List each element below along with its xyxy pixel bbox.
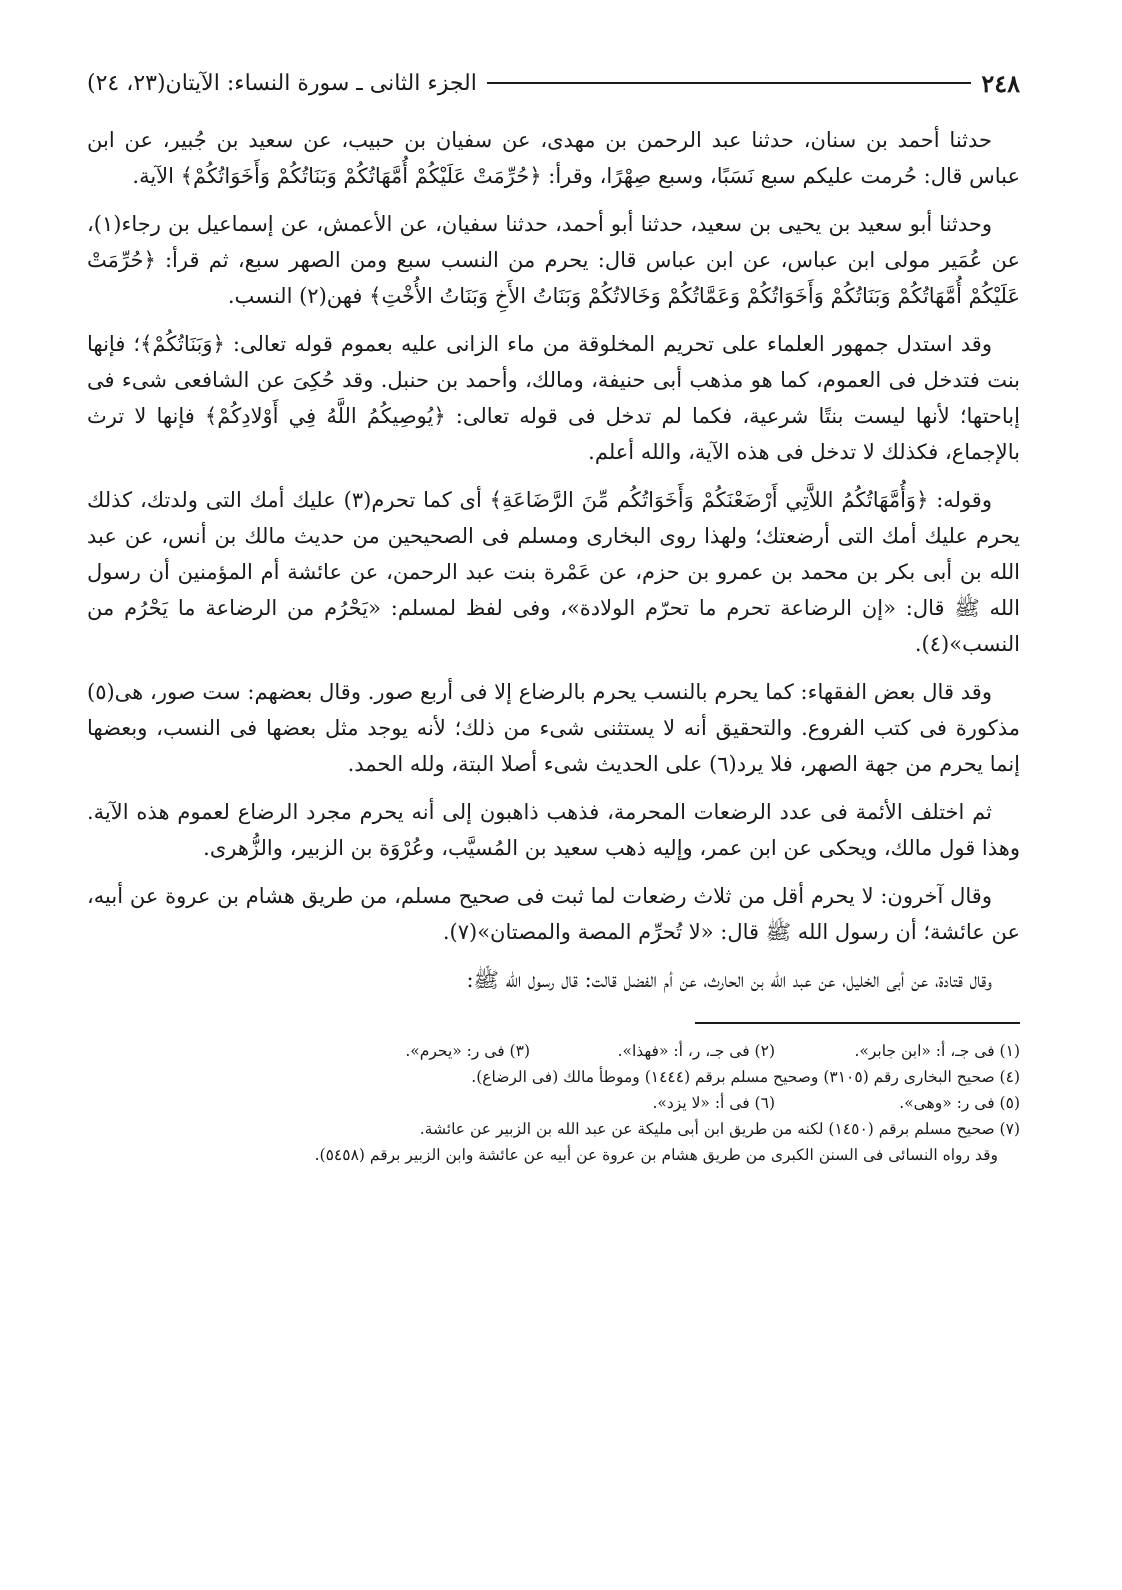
paragraph: ثم اختلف الأئمة فى عدد الرضعات المحرمة، فذهب ذاهبون إلى أنه يحرم مجرد الرضاع لعموم هذه الآية. وهذا قول مالك، ويحكى عن ابن عمر، وإليه ذهب سعيد بن المُسيَّب، وعُرْوَة بن الزبير، والزُّهرى.	[87, 800, 1020, 860]
footnote-1: (١) فى جـ، أ: «ابن جابر».	[854, 1042, 1020, 1060]
page-number: ٢٤٨	[981, 68, 1020, 98]
footnote-5: (٥) فى ر: «وهى».	[899, 1094, 1020, 1112]
footnote-row	[87, 1038, 1020, 1064]
paragraph: وقال قتادة، عن أبى الخليل، عن عبد الله بن الحارث، عن أم الفضل قالت: قال رسول الله ﷺ:	[466, 968, 992, 992]
paragraph: وقد استدل جمهور العلماء على تحريم المخلوقة من ماء الزانى عليه بعموم قوله تعالى: ﴿وَبَنَاتُكُمْ﴾؛ فإنها بنت فتدخل فى العموم، كما هو مذهب أبى حنيفة، ومالك، وأحمد بن حنبل. وقد حُكِىَ عن الشافعى شىء فى إباحتها؛ لأنها ليست بنتًا شرعية، فكما لم تدخل فى قوله تعالى: ﴿يُوصِيكُمُ اللَّهُ فِي أَوْلادِكُمْ﴾ فإنها لا ترث بالإجماع، فكذلك لا تدخل فى هذه الآية، والله أعلم.	[87, 332, 1020, 464]
paragraph: وقوله: ﴿وَأُمَّهَاتُكُمُ اللاَّتِي أَرْضَعْنَكُمْ وَأَخَوَاتُكُم مِّنَ الرَّضَاعَةِ﴾ أى كما تحرم(٣) عليك أمك التى ولدتك، كذلك يحرم عليك أمك التى أرضعتك؛ ولهذا روى البخارى ومسلم فى الصحيحين من حديث مالك بن أنس، عن عبد الله بن أبى بكر بن محمد بن عمرو بن حزم، عن عَمْرة بنت عبد الرحمن، عن عائشة أم المؤمنين أن رسول الله ﷺ قال: «إن الرضاعة تحرم ما تحرّم الولادة»، وفى لفظ لمسلم: «يَحْرُم من الرضاعة ما يَحْرُم من النسب»(٤).	[87, 488, 1020, 656]
paragraph: وقال آخرون: لا يحرم أقل من ثلاث رضعات لما ثبت فى صحيح مسلم، من طريق هشام بن عروة عن أبيه، عن عائشة؛ أن رسول الله ﷺ قال: «لا تُحرِّم المصة والمصتان»(٧).	[87, 884, 1020, 944]
paragraph: وحدثنا أبو سعيد بن يحيى بن سعيد، حدثنا أبو أحمد، حدثنا سفيان، عن الأعمش، عن إسماعيل بن رجاء(١)، عن عُمَير مولى ابن عباس، عن ابن عباس قال: يحرم من النسب سبع ومن الصهر سبع، ثم قرأ: ﴿حُرِّمَتْ عَلَيْكُمْ أُمَّهَاتُكُمْ وَبَنَاتُكُمْ وَأَخَوَاتُكُمْ وَعَمَّاتُكُمْ وَخَالاتُكُمْ وَبَنَاتُ الأَخِ وَبَنَاتُ الأُخْتِ﴾ فهن(٢) النسب.	[87, 212, 1020, 308]
running-title: الجزء الثانى ـ سورة النساء: الآيتان(٢٣، ٢٤)	[87, 70, 477, 96]
footnote-6: (٦) فى أ: «لا يزد».	[652, 1094, 775, 1112]
footnote-rule	[695, 1022, 1020, 1024]
footnote-3: (٣) فى ر: «يحرم».	[405, 1042, 530, 1060]
footnote-7: (٧) صحيح مسلم برقم (١٤٥٠) لكنه من طريق ابن أبى مليكة عن عبد الله بن الزبير عن عائشة.	[419, 1120, 1020, 1138]
main-text	[87, 122, 1020, 998]
paragraph: حدثنا أحمد بن سنان، حدثنا عبد الرحمن بن مهدى، عن سفيان بن حبيب، عن سعيد بن جُبير، عن ابن عباس قال: حُرمت عليكم سبع نَسَبًا، وسبع صِهْرًا، وقرأ: ﴿حُرِّمَتْ عَلَيْكُمْ أُمَّهَاتُكُمْ وَبَنَاتُكُمْ وَأَخَوَاتُكُمْ﴾ الآية.	[87, 128, 1020, 188]
paragraph: وقد قال بعض الفقهاء: كما يحرم بالنسب يحرم بالرضاع إلا فى أربع صور. وقال بعضهم: ست صور، هى(٥) مذكورة فى كتب الفروع. والتحقيق أنه لا يستثنى شىء من ذلك؛ لأنه يوجد مثل بعضها فى النسب، وبعضها إنما يحرم من جهة الصهر، فلا يرد(٦) على الحديث شىء أصلا البتة، ولله الحمد.	[87, 680, 1020, 776]
page-header	[87, 62, 1020, 104]
header-rule	[487, 82, 971, 84]
footnote-2: (٢) فى جـ، ر، أ: «فهذا».	[617, 1042, 775, 1060]
footnote-4: (٤) صحيح البخارى رقم (٣١٠٥) وصحيح مسلم برقم (١٤٤٤) وموطأ مالك (فى الرضاع).	[471, 1068, 1020, 1086]
footnotes	[87, 1038, 1020, 1168]
footnote-row	[87, 1090, 1020, 1116]
footnote-7-continuation: وقد رواه النسائى فى السنن الكبرى من طريق هشام بن عروة عن أبيه عن عائشة وابن الزبير برقم (٥٤٥٨).	[314, 1146, 998, 1164]
